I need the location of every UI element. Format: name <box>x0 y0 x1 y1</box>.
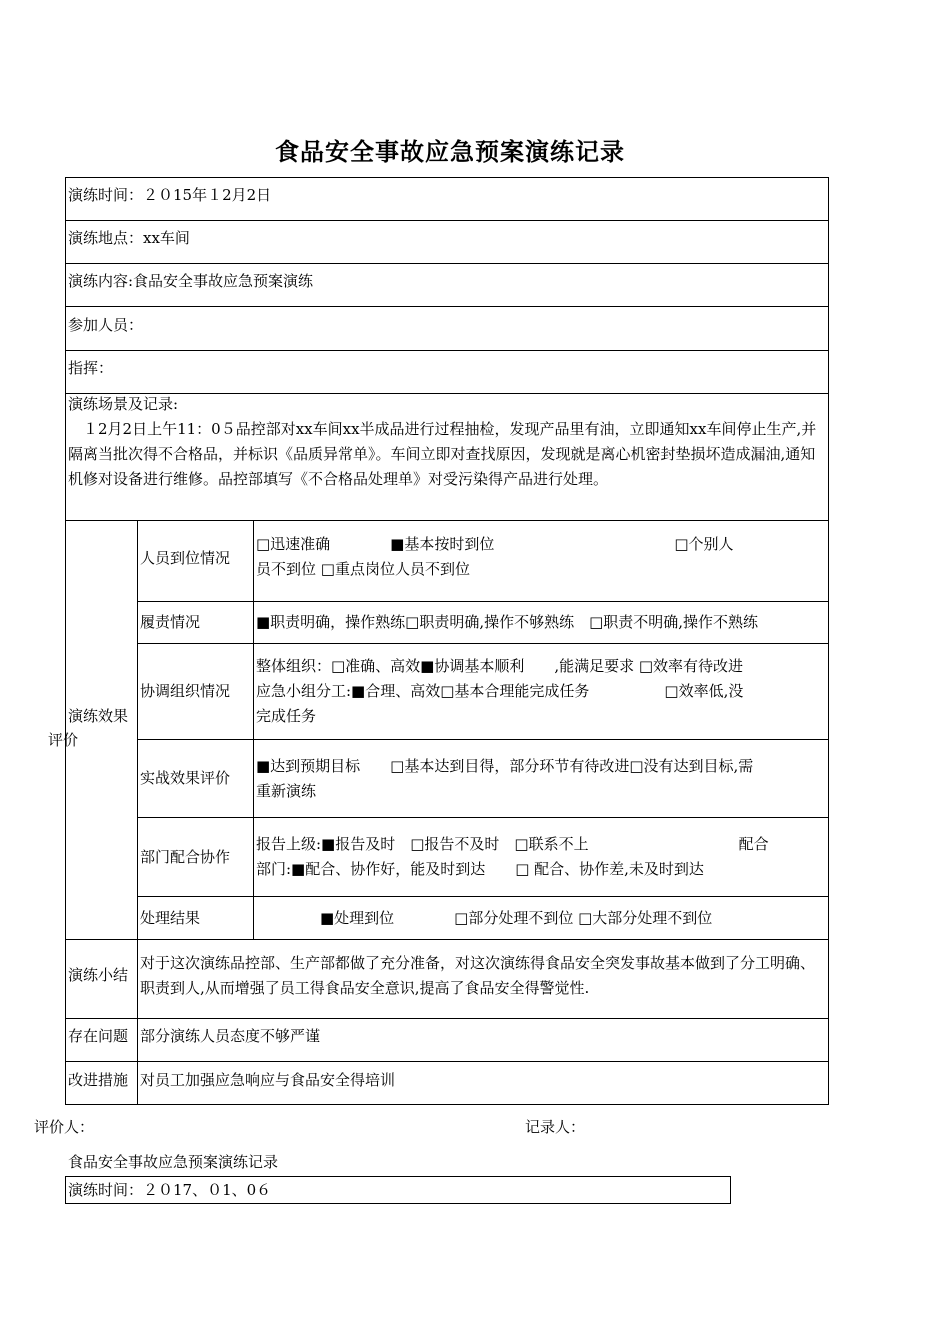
eval-personnel-line2: 员不到位 □重点岗位人员不到位 <box>256 560 470 578</box>
eval-label-duty: 履责情况 <box>140 613 201 631</box>
eval-effect-line2: 重新演练 <box>256 782 317 800</box>
row-divider <box>65 306 829 307</box>
scene-body: １2月2日上午11：0５品控部对xx车间xx半成品进行过程抽检，发现产品里有油，立即通知xx车间停止生产,并隔离当批次得不合格品，并标识《品质异常单》。车间立即对查找原因，发现就是离心机密封垫损坏造成漏油,通知机修对设备进行维修。品控部填写《不合格品处理单》对受污染得产品进行处理。 <box>68 420 817 488</box>
next-record-time: 演练时间：２０17、０1、0６ <box>68 1181 272 1199</box>
row-divider <box>65 1061 829 1062</box>
evaluation-group-label: 演练效果 <box>68 707 129 725</box>
page-title: 食品安全事故应急预案演练记录 <box>275 137 625 166</box>
row-divider <box>65 520 829 521</box>
eval-divider <box>137 601 829 602</box>
eval-label-personnel: 人员到位情况 <box>140 549 231 567</box>
eval-label-cooperation: 部门配合协作 <box>140 848 231 866</box>
problems-body: 部分演练人员态度不够严谨 <box>140 1027 321 1045</box>
row-divider <box>65 350 829 351</box>
eval-divider <box>137 643 829 644</box>
row-divider <box>65 263 829 264</box>
problems-label: 存在问题 <box>68 1027 129 1045</box>
eval-label-effect: 实战效果评价 <box>140 769 231 787</box>
row-divider <box>65 1018 829 1019</box>
eval-duty-line1: ■职责明确，操作熟练□职责明确,操作不够熟练 □职责不明确,操作不熟练 <box>256 613 759 631</box>
eval-coordination-line1: 整体组织：□准确、高效■协调基本顺利 ,能满足要求 □效率有待改进 <box>256 657 744 675</box>
eval-result-line1: ■处理到位 □部分处理不到位 □大部分处理不到位 <box>320 909 713 927</box>
participants: 参加人员： <box>68 316 144 334</box>
scene-label: 演练场景及记录: <box>68 395 179 413</box>
eval-label-coordination: 协调组织情况 <box>140 682 231 700</box>
eval-coordination-line2: 应急小组分工:■合理、高效□基本合理能完成任务 □效率低,没 <box>256 682 744 700</box>
eval-personnel-line1: □迅速准确 ■基本按时到位 □个别人 <box>256 535 734 553</box>
drill-content: 演练内容:食品安全事故应急预案演练 <box>68 272 314 290</box>
eval-divider <box>137 739 829 740</box>
summary-label: 演练小结 <box>68 966 129 984</box>
summary-body: 对于这次演练品控部、生产部都做了充分准备，对这次演练得食品安全突发事故基本做到了分工明确、职责到人,从而增强了员工得食品安全意识,提高了食品安全得警觉性. <box>140 954 816 997</box>
row-divider <box>65 939 829 940</box>
recorder-label: 记录人： <box>525 1118 586 1136</box>
improvements-label: 改进措施 <box>68 1071 129 1089</box>
next-record-title: 食品安全事故应急预案演练记录 <box>68 1153 279 1171</box>
drill-time: 演练时间：２０15年１2月2日 <box>68 186 272 204</box>
row-divider <box>65 220 829 221</box>
eval-divider <box>137 896 829 897</box>
eval-cooperation-line2: 部门:■配合、协作好，能及时到达 □ 配合、协作差,未及时到达 <box>256 860 704 878</box>
row-divider <box>65 393 829 394</box>
col-divider <box>137 520 138 1105</box>
commander: 指挥： <box>68 359 114 377</box>
eval-cooperation-line1: 报告上级:■报告及时 □报告不及时 □联系不上 配合 <box>256 835 769 853</box>
col-divider <box>253 520 254 939</box>
drill-place: 演练地点：xx车间 <box>68 229 190 247</box>
eval-effect-line1: ■达到预期目标 □基本达到目得，部分环节有待改进□没有达到目标,需 <box>256 757 754 775</box>
eval-label-result: 处理结果 <box>140 909 201 927</box>
eval-coordination-line3: 完成任务 <box>256 707 317 725</box>
eval-divider <box>137 817 829 818</box>
evaluation-group-label-2: 评价 <box>48 731 79 749</box>
improvements-body: 对员工加强应急响应与食品安全得培训 <box>140 1071 396 1089</box>
evaluator-label: 评价人： <box>34 1118 95 1136</box>
